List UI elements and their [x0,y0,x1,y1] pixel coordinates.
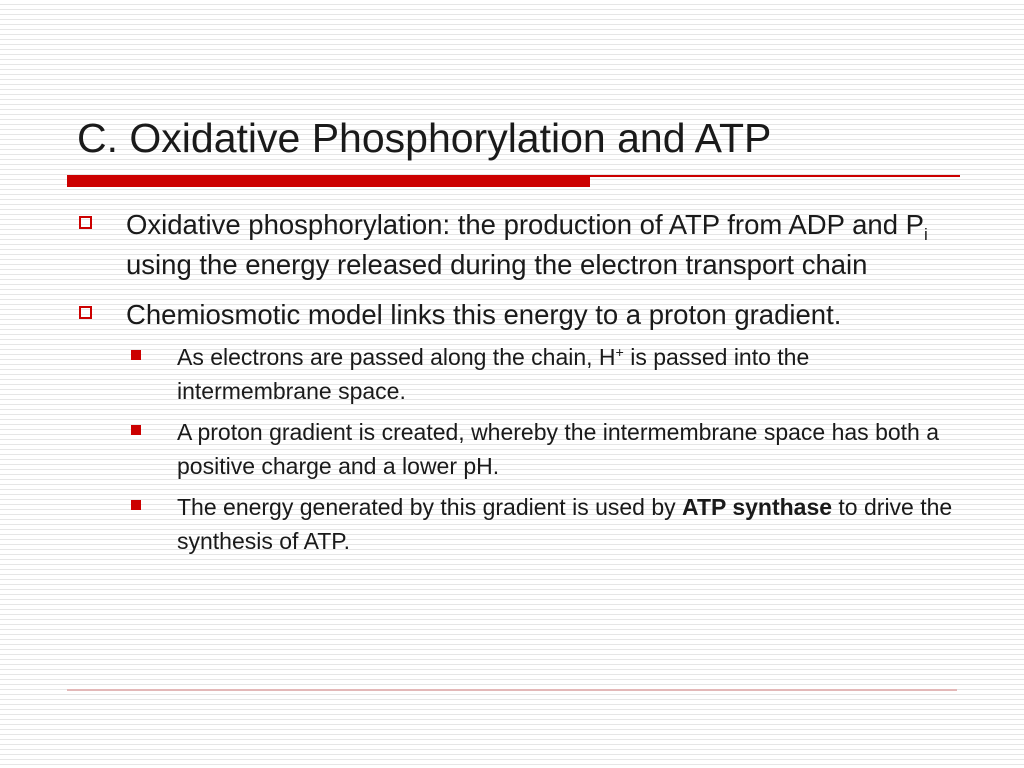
slide-title: C. Oxidative Phosphorylation and ATP [77,115,772,161]
hollow-square-bullet-icon [79,306,92,319]
sub-bullet-text: A proton gradient is created, whereby the intermembrane space has both a positive charge and a lower pH. [177,419,940,479]
hollow-square-bullet-icon [79,216,92,229]
sub-bullet-text-part: The energy generated by this gradient is used by [177,494,683,520]
bullet-text-part: using the energy released during the electron transport chain [126,249,868,280]
footer-divider [67,689,957,691]
bold-term-atp-synthase: ATP synthase [682,494,833,520]
bullet-text: Chemiosmotic model links this energy to a proton gradient. [126,299,842,330]
bullet-text-part: Oxidative phosphorylation: the production of ATP from ADP and P [126,209,924,240]
bullet-chemiosmotic-model [0,295,1024,335]
slide-body [0,205,1024,558]
subscript-i: i [923,224,928,244]
superscript-plus: + [615,345,624,362]
sub-bullet-proton-gradient [0,415,1024,483]
title-underline-thin [590,175,960,177]
sub-bullet-text-part: to drive the synthesis of ATP. [177,494,953,554]
solid-square-bullet-icon [131,350,141,360]
sub-bullet-electrons-passed [0,340,1024,408]
sub-bullet-text-part: is passed into the intermembrane space. [177,344,810,404]
solid-square-bullet-icon [131,500,141,510]
bullet-oxidative-phosphorylation [0,205,1024,285]
sub-bullet-atp-synthase [0,490,1024,558]
solid-square-bullet-icon [131,425,141,435]
sub-bullet-text-part: As electrons are passed along the chain, H [177,344,616,370]
title-underline-thick [67,175,590,187]
